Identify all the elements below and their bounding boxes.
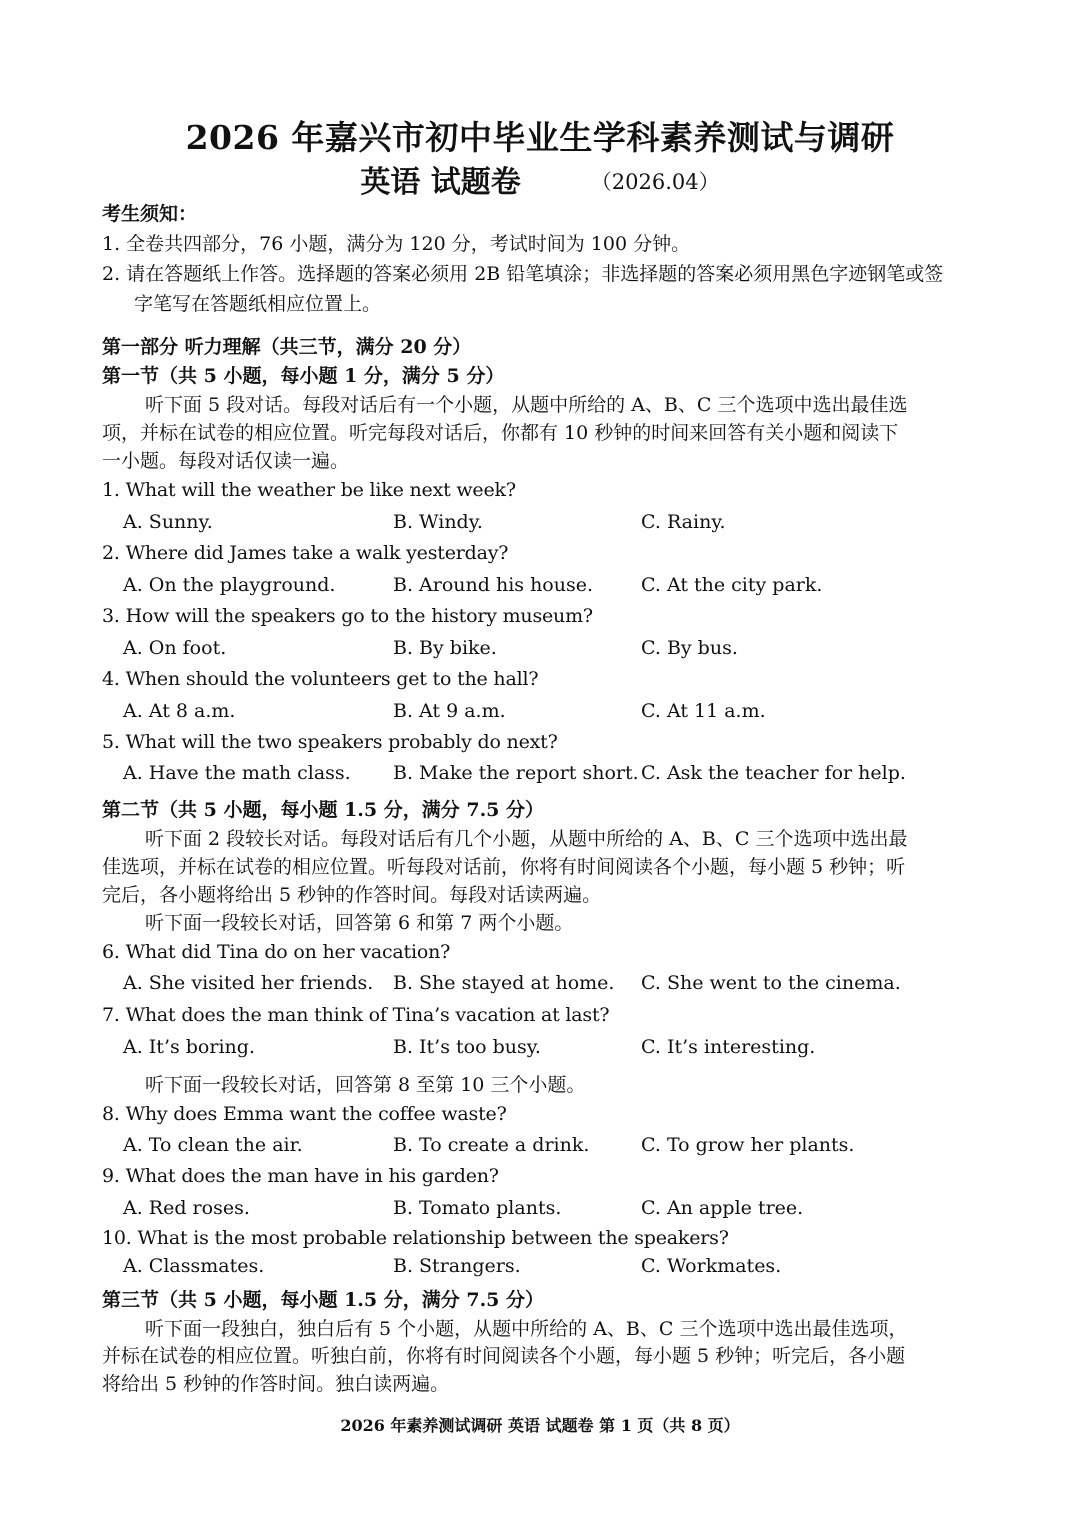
question: 2. Where did James take a walk yesterday?	[102, 542, 509, 564]
section3-instruction: 将给出 5 秒钟的作答时间。独白读两遍。	[102, 1373, 450, 1395]
section1-instruction: 听下面 5 段对话。每段对话后有一个小题，从题中所给的 A、B、C 三个选项中选出最佳选	[145, 394, 908, 416]
question: 10. What is the most probable relationship between the speakers?	[102, 1227, 729, 1249]
question: 8. Why does Emma want the coffee waste?	[102, 1103, 507, 1125]
option-c: C. It’s interesting.	[641, 1036, 816, 1058]
notice-item: 2. 请在答题纸上作答。选择题的答案必须用 2B 铅笔填涂；非选择题的答案必须用黑色字迹钢笔或签	[102, 263, 944, 285]
option-b: B. Make the report short.	[393, 762, 639, 784]
page-footer: 2026 年素养测试调研 英语 试题卷 第 1 页（共 8 页）	[340, 1416, 740, 1435]
option-b: B. Around his house.	[393, 574, 594, 596]
option-b: B. Strangers.	[393, 1255, 521, 1277]
option-b: B. At 9 a.m.	[393, 700, 506, 722]
exam-subtitle-row	[0, 157, 1080, 201]
option-b: B. She stayed at home.	[393, 972, 615, 994]
exam-title: 2026 年嘉兴市初中毕业生学科素养测试与调研	[185, 118, 895, 157]
question: 7. What does the man think of Tina’s vacation at last?	[102, 1004, 610, 1026]
question: 5. What will the two speakers probably do next?	[102, 731, 558, 753]
notice-item: 1. 全卷共四部分，76 小题，满分为 120 分，考试时间为 100 分钟。	[102, 233, 691, 255]
option-a: A. It’s boring.	[123, 1036, 255, 1058]
question: 3. How will the speakers go to the history museum?	[102, 605, 593, 627]
exam-subtitle: 英语 试题卷	[360, 165, 521, 200]
option-a: A. At 8 a.m.	[123, 700, 236, 722]
option-c: C. An apple tree.	[641, 1197, 804, 1219]
section2-instruction: 佳选项，并标在试卷的相应位置。听每段对话前，你将有时间阅读各个小题，每小题 5 秒钟；听	[102, 856, 906, 878]
exam-date: （2026.04）	[590, 170, 720, 194]
option-b: B. It’s too busy.	[393, 1036, 541, 1058]
section3-heading: 第三节（共 5 小题，每小题 1.5 分，满分 7.5 分）	[102, 1289, 545, 1311]
option-a: A. She visited her friends.	[123, 972, 374, 994]
option-a: A. Sunny.	[123, 511, 213, 533]
section1-heading: 第一节（共 5 小题，每小题 1 分，满分 5 分）	[102, 365, 505, 387]
section3-instruction: 并标在试卷的相应位置。听独白前，你将有时间阅读各个小题，每小题 5 秒钟；听完后，各小题	[102, 1345, 906, 1367]
option-b: B. Tomato plants.	[393, 1197, 562, 1219]
option-c: C. She went to the cinema.	[641, 972, 901, 994]
section1-instruction: 一小题。每段对话仅读一遍。	[102, 450, 350, 472]
part1-heading: 第一部分 听力理解（共三节，满分 20 分）	[102, 336, 472, 358]
option-a: A. On the playground.	[123, 574, 336, 596]
option-a: A. On foot.	[123, 637, 227, 659]
question: 1. What will the weather be like next week?	[102, 479, 516, 501]
option-c: C. At 11 a.m.	[641, 700, 766, 722]
option-b: B. By bike.	[393, 637, 497, 659]
option-a: A. Red roses.	[123, 1197, 250, 1219]
option-a: A. To clean the air.	[123, 1134, 303, 1156]
option-c: C. Workmates.	[641, 1255, 782, 1277]
section1-instruction: 项，并标在试卷的相应位置。听完每段对话后，你都有 10 秒钟的时间来回答有关小题和阅读下	[102, 422, 899, 444]
notice-heading: 考生须知：	[102, 203, 198, 225]
section2-instruction: 听下面 2 段较长对话。每段对话后有几个小题，从题中所给的 A、B、C 三个选项中选出最	[145, 828, 908, 850]
notice-item: 字笔写在答题纸相应位置上。	[134, 293, 382, 315]
section2-instruction: 完后，各小题将给出 5 秒钟的作答时间。每段对话读两遍。	[102, 884, 602, 906]
option-c: C. Rainy.	[641, 511, 726, 533]
option-b: B. Windy.	[393, 511, 483, 533]
option-c: C. Ask the teacher for help.	[641, 762, 906, 784]
section2-subinstruction: 听下面一段较长对话，回答第 8 至第 10 三个小题。	[145, 1074, 586, 1096]
option-a: A. Classmates.	[123, 1255, 265, 1277]
question: 4. When should the volunteers get to the hall?	[102, 668, 539, 690]
option-c: C. At the city park.	[641, 574, 823, 596]
section2-subinstruction: 听下面一段较长对话，回答第 6 和第 7 两个小题。	[145, 912, 574, 934]
option-b: B. To create a drink.	[393, 1134, 590, 1156]
section3-instruction: 听下面一段独白，独白后有 5 个小题，从题中所给的 A、B、C 三个选项中选出最佳选项，	[145, 1318, 908, 1340]
option-a: A. Have the math class.	[123, 762, 351, 784]
section2-heading: 第二节（共 5 小题，每小题 1.5 分，满分 7.5 分）	[102, 799, 545, 821]
option-c: C. By bus.	[641, 637, 738, 659]
question: 9. What does the man have in his garden?	[102, 1165, 499, 1187]
option-c: C. To grow her plants.	[641, 1134, 855, 1156]
question: 6. What did Tina do on her vacation?	[102, 941, 451, 963]
